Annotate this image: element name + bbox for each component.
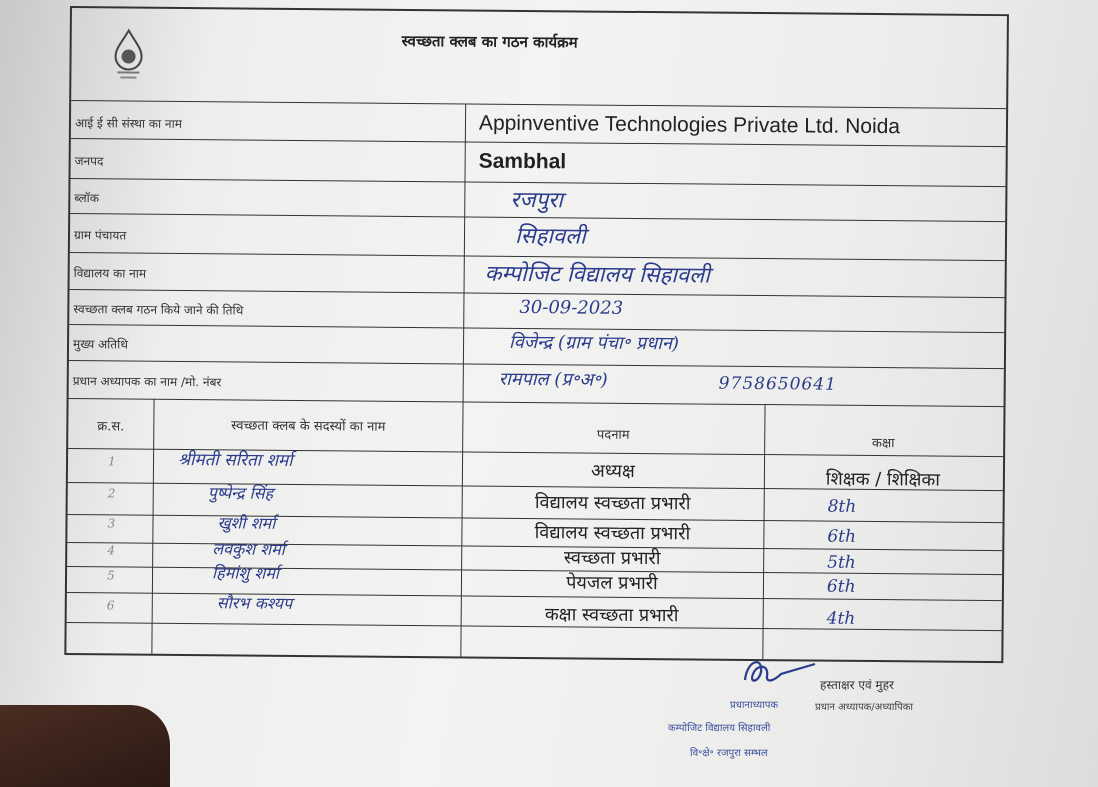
- stamp-line-2: कम्पोजिट विद्यालय सिहावली: [668, 723, 771, 734]
- table-header-serial: क्र.स.: [97, 419, 125, 435]
- table-cell-name: खुशी शर्मा: [217, 513, 276, 533]
- field-value-institution: Appinventive Technologies Private Ltd. Noida: [478, 111, 901, 139]
- table-cell-serial: 2: [107, 486, 116, 501]
- water-drop-logo-icon: [111, 28, 145, 80]
- field-value-chief-guest: विजेन्द्र (ग्राम पंचा॰ प्रधान): [508, 331, 680, 355]
- field-label-block: ब्लॉक: [74, 191, 100, 206]
- table-cell-class: 6th: [827, 526, 857, 547]
- table-cell-name: हिमांशु शर्मा: [211, 563, 280, 583]
- table-header-member-name: स्वच्छता क्लब के सदस्यों का नाम: [231, 418, 386, 435]
- field-value-district: Sambhal: [478, 149, 567, 174]
- table-cell-name: सौरभ कश्यप: [216, 593, 293, 613]
- field-label-headmaster: प्रधान अध्यापक का नाम /मो. नंबर: [72, 374, 222, 390]
- club-formation-form: [64, 6, 1009, 663]
- stamp-line-1: प्रधानाध्यापक: [730, 700, 779, 711]
- field-value-headmaster: रामपाल (प्र॰अ॰): [498, 368, 608, 391]
- field-label-school-name: विद्यालय का नाम: [73, 266, 147, 281]
- table-cell-post: विद्यालय स्वच्छता प्रभारी: [534, 492, 691, 515]
- table-header-designation: पदनाम: [596, 427, 630, 443]
- table-cell-class: 8th: [827, 496, 857, 517]
- table-cell-class: 6th: [826, 576, 856, 597]
- table-cell-class: 5th: [827, 552, 856, 573]
- signature-mark-icon: [735, 650, 825, 692]
- table-cell-post: पेयजल प्रभारी: [566, 572, 658, 595]
- table-cell-serial: 4: [107, 543, 115, 558]
- table-cell-name: लवकुश शर्मा: [212, 539, 285, 559]
- field-label-chief-guest: मुख्य अतिथि: [72, 337, 128, 352]
- table-cell-serial: 3: [107, 516, 116, 531]
- table-cell-class: 4th: [826, 608, 856, 629]
- field-value-block: रजपुरा: [510, 187, 563, 214]
- form-title: स्वच्छता क्लब का गठन कार्यक्रम: [401, 31, 578, 52]
- field-label-gram-panchayat: ग्राम पंचायत: [73, 228, 127, 243]
- field-value-formation-date: 30-09-2023: [519, 296, 624, 319]
- table-cell-serial: 5: [106, 568, 115, 583]
- signature-role: प्रधान अध्यापक/अध्यापिका: [815, 702, 914, 713]
- table-cell-post: कक्षा स्वच्छता प्रभारी: [544, 604, 679, 627]
- table-cell-post: अध्यक्ष: [590, 460, 635, 482]
- field-value-gram-panchayat: सिहावली: [514, 223, 586, 250]
- field-value-headmaster-phone: 9758650641: [718, 373, 837, 395]
- table-header-class: कक्षा: [871, 436, 895, 452]
- field-label-district: जनपद: [74, 154, 104, 169]
- table-cell-post: स्वच्छता प्रभारी: [563, 547, 661, 570]
- table-cell-name: पुष्पेन्द्र सिंह: [207, 483, 274, 503]
- table-cell-serial: 1: [107, 454, 116, 469]
- field-label-institution: आई ई सी संस्था का नाम: [74, 116, 182, 131]
- table-cell-name: श्रीमती सरिता शर्मा: [177, 449, 293, 471]
- table-cell-serial: 6: [106, 598, 115, 613]
- field-value-school-name: कम्पोजिट विद्यालय सिहावली: [484, 261, 710, 289]
- stamp-line-3: वि॰क्षे॰ रजपुरा सम्भल: [690, 748, 768, 759]
- hand-shadow: [0, 705, 170, 787]
- signature-caption: हस्ताक्षर एवं मुहर: [820, 678, 894, 692]
- field-label-formation-date: स्वच्छता क्लब गठन किये जाने की तिथि: [73, 302, 244, 318]
- table-cell-post: विद्यालय स्वच्छता प्रभारी: [534, 522, 691, 545]
- table-cell-class: शिक्षक / शिक्षिका: [825, 468, 941, 491]
